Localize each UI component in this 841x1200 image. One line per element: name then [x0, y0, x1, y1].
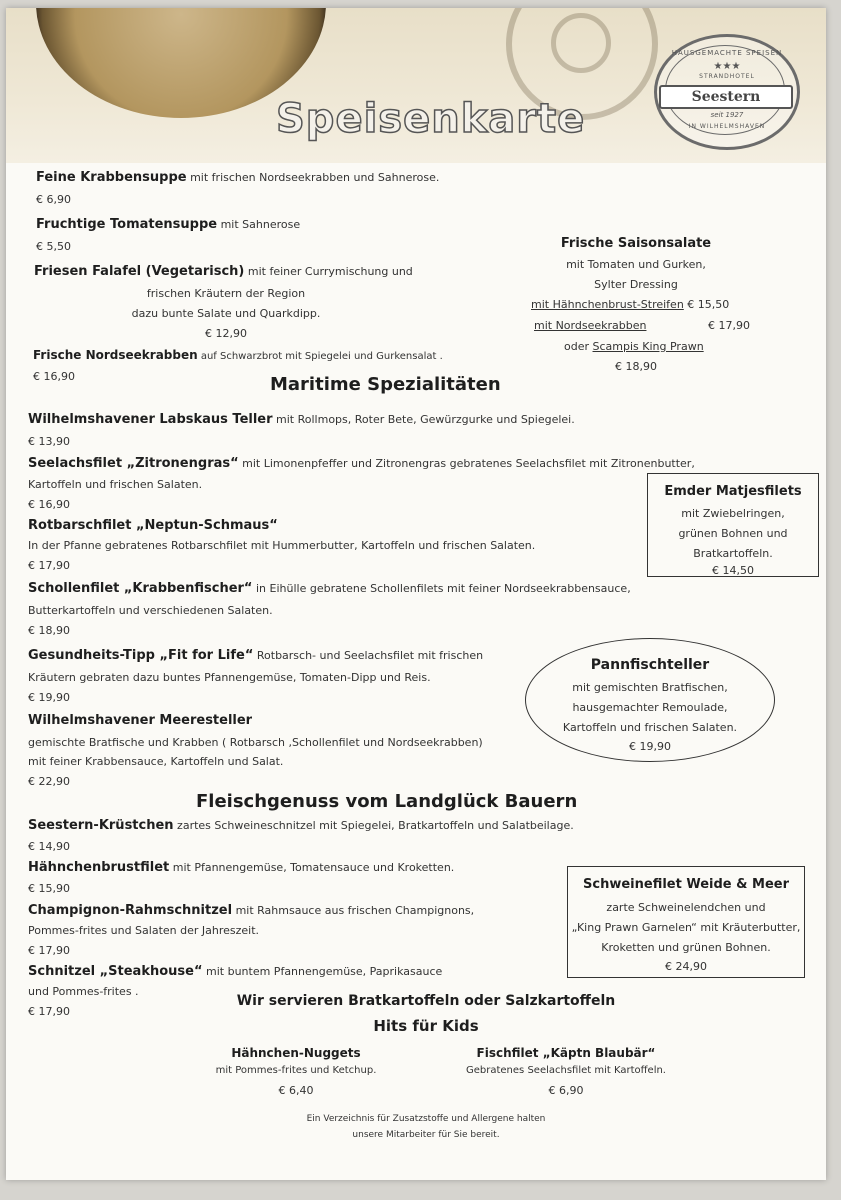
- section-heading-maritime: Maritime Spezialitäten: [270, 374, 501, 395]
- menu-item: Seestern-Krüstchen zartes Schweineschnitzel mit Spiegelei, Bratkartoffeln und Salatbeilage.: [28, 818, 574, 833]
- kids-item-name: Fischfilet „Käptn Blaubär“: [476, 1046, 656, 1060]
- allergen-note-line2: unsere Mitarbeiter für Sie bereit.: [352, 1130, 500, 1140]
- item-price: € 6,90: [36, 193, 71, 206]
- section-heading-kids: Hits für Kids: [373, 1017, 479, 1035]
- schweinefilet-box: Schweinefilet Weide & Meer zarte Schweinelendchen und „King Prawn Garnelen“ mit Kräuterbutter, Kroketten und grünen Bohnen. € 24,90: [567, 866, 805, 978]
- pannfisch-ellipse: Pannfischteller mit gemischten Bratfischen, hausgemachter Remoulade, Kartoffeln und frischen Salaten. € 19,90: [525, 638, 775, 762]
- item-price: € 17,90: [28, 1005, 70, 1018]
- item-price: € 13,90: [28, 435, 70, 448]
- menu-item: Frische Nordseekrabben auf Schwarzbrot mit Spiegelei und Gurkensalat .: [33, 348, 443, 362]
- item-price: € 6,40: [278, 1084, 314, 1097]
- item-price: € 19,90: [28, 691, 70, 704]
- menu-item: Wilhelmshavener Labskaus Teller mit Rollmops, Roter Bete, Gewürzgurke und Spiegelei.: [28, 412, 575, 427]
- item-price: € 22,90: [28, 775, 70, 788]
- menu-item: Hähnchenbrustfilet mit Pfannengemüse, Tomatensauce und Kroketten.: [28, 860, 455, 875]
- matjes-box: Emder Matjesfilets mit Zwiebelringen, grünen Bohnen und Bratkartoffeln. € 14,50: [647, 473, 819, 577]
- item-name: Frische Nordseekrabben: [33, 348, 198, 362]
- page-title: Speisenkarte: [276, 96, 586, 142]
- menu-item: Friesen Falafel (Vegetarisch) mit feiner Currymischung und: [34, 264, 413, 279]
- menu-item: Champignon-Rahmschnitzel mit Rahmsauce aus frischen Champignons,: [28, 903, 475, 918]
- section-heading-meat: Fleischgenuss vom Landglück Bauern: [196, 791, 578, 812]
- menu-item: Gesundheits-Tipp „Fit for Life“ Rotbarsch- und Seelachsfilet mit frischen: [28, 648, 484, 663]
- item-price: € 5,50: [36, 240, 71, 253]
- menu-item: Schnitzel „Steakhouse“ mit buntem Pfannengemüse, Paprikasauce: [28, 964, 443, 979]
- item-name: Friesen Falafel (Vegetarisch): [34, 264, 245, 279]
- menu-sheet: Speisenkarte HAUSGEMACHTE SPEISEN ★★★ STRANDHOTEL Seestern seit 1927 IN WILHELMSHAVEN Feine Krabbensuppe mit frischen Nordseekrabben und Sahnerose. € 6,90 Fruchtige Tomatensuppe mit Sahnerose € 5,50 Friesen Falafel (Vegetarisch) mit feiner Currymischung und frischen Kräutern der Region dazu bunte Salate und Quarkdipp. € 12,90 Frische Nordseekrabben auf Schwarzbrot mit Spiegelei und Gurkensalat . € 16,90 Frische Saisonsalate mit Tomaten und Gurken, Sylter Dressing mit Hähnchenbrust-Streifen € 15,50 mit Nordseekrabben € 17,90 oder Scampis King Prawn € 18,90 Maritime Spezialitäten Wilhelmshavener Labskaus Teller mit Rollmops, Roter Bete, Gewürzgurke und Spiegelei. € 13,90 Seelachsfilet „Zitronengras“ mit Limonenpfeffer und Zitronengras gebratenes Seelachsfilet mit Zitronenbutter, Kartoffeln und frischen Salaten. € 16,90 Rotbarschfilet „Neptun-Schmaus“ In der Pfanne gebratenes Rotbarschfilet mit Hummerbutter, Kartoffeln und frischen Salaten. € 17,90 Schollenfilet „Krabbenfischer“ in Eihülle gebratene Schollenfilets mit feiner Nordseekrabbensauce, Butterkartoffeln und verschiedenen Salaten. € 18,90 Gesundheits-Tipp „Fit for Life“ Rotbarsch- und Seelachsfilet mit frischen Kräutern gebraten dazu buntes Pfannengemüse, Tomaten-Dipp und Reis. € 19,90 Wilhelmshavener Meeresteller gemischte Bratfische und Krabben ( Rotbarsch ,Schollenfilet und Nordseekrabben) mit feiner Krabbensauce, Kartoffeln und Salat. € 22,90 Emder Matjesfilets mit Zwiebelringen, grünen Bohnen und Bratkartoffeln. € 14,50 Pannfischteller mit gemischten Bratfischen, hausgemachter Remoulade, Kartoffeln und frischen Salaten. € 19,90 Fleischgenuss vom Landglück Bauern Seestern-Krüstchen zartes Schweineschnitzel mit Spiegelei, Bratkartoffeln und Salatbeilage. € 14,90 Hähnchenbrustfilet mit Pfannengemüse, Tomatensauce und Kroketten. € 15,90 Champignon-Rahmschnitzel mit Rahmsauce aus frischen Champignons, Pommes-frites und Salaten der Jahreszeit. € 17,90 Schnitzel „Steakhouse“ mit buntem Pfannengemüse, Paprikasauce und Pommes-frites . € 17,90 Schweinefilet Weide & Meer zarte Schweinelendchen und „King Prawn Garnelen“ mit Kräuterbutter, Kroketten und grünen Bohnen. € 24,90 Wir servieren Bratkartoffeln oder Salzkartoffeln Hits für Kids Hähnchen-Nuggets mit Pommes-frites und Ketchup. € 6,40 Fischfilet „Käptn Blaubär“ Gebratenes Seelachsfilet mit Kartoffeln. € 6,90 Ein Verzeichnis für Zusatzstoffe und Allergene halten unsere Mitarbeiter für Sie bereit.: [6, 8, 826, 1180]
- item-price: € 12,90: [205, 327, 247, 340]
- item-name: Fruchtige Tomatensuppe: [36, 217, 218, 232]
- menu-item: Wilhelmshavener Meeresteller: [28, 713, 253, 728]
- menu-header: [6, 8, 826, 163]
- hotel-name: Seestern: [659, 85, 793, 109]
- salads-title: Frische Saisonsalate: [560, 236, 712, 251]
- item-price: € 16,90: [33, 370, 75, 383]
- item-price: € 16,90: [28, 498, 70, 511]
- item-price: € 17,90: [28, 559, 70, 572]
- item-price: € 14,90: [28, 840, 70, 853]
- menu-item: Rotbarschfilet „Neptun-Schmaus“: [28, 518, 278, 533]
- menu-item: Feine Krabbensuppe mit frischen Nordseekrabben und Sahnerose.: [36, 170, 440, 185]
- kids-item-name: Hähnchen-Nuggets: [231, 1046, 361, 1060]
- allergen-note: Ein Verzeichnis für Zusatzstoffe und Allergene halten: [306, 1114, 546, 1124]
- hotel-logo-stamp: HAUSGEMACHTE SPEISEN ★★★ STRANDHOTEL Seestern seit 1927 IN WILHELMSHAVEN: [654, 34, 800, 150]
- item-price: € 18,90: [28, 624, 70, 637]
- item-price: € 17,90: [28, 944, 70, 957]
- sides-note: Wir servieren Bratkartoffeln oder Salzkartoffeln: [236, 993, 616, 1009]
- menu-item: Schollenfilet „Krabbenfischer“ in Eihülle gebratene Schollenfilets mit feiner Nordseekrabbensauce,: [28, 581, 631, 596]
- item-price: € 15,90: [28, 882, 70, 895]
- menu-item: Fruchtige Tomatensuppe mit Sahnerose: [36, 217, 301, 232]
- item-name: Feine Krabbensuppe: [36, 170, 187, 185]
- item-price: € 6,90: [548, 1084, 584, 1097]
- menu-item: Seelachsfilet „Zitronengras“ mit Limonenpfeffer und Zitronengras gebratenes Seelachsfilet mit Zitronenbutter,: [28, 456, 695, 471]
